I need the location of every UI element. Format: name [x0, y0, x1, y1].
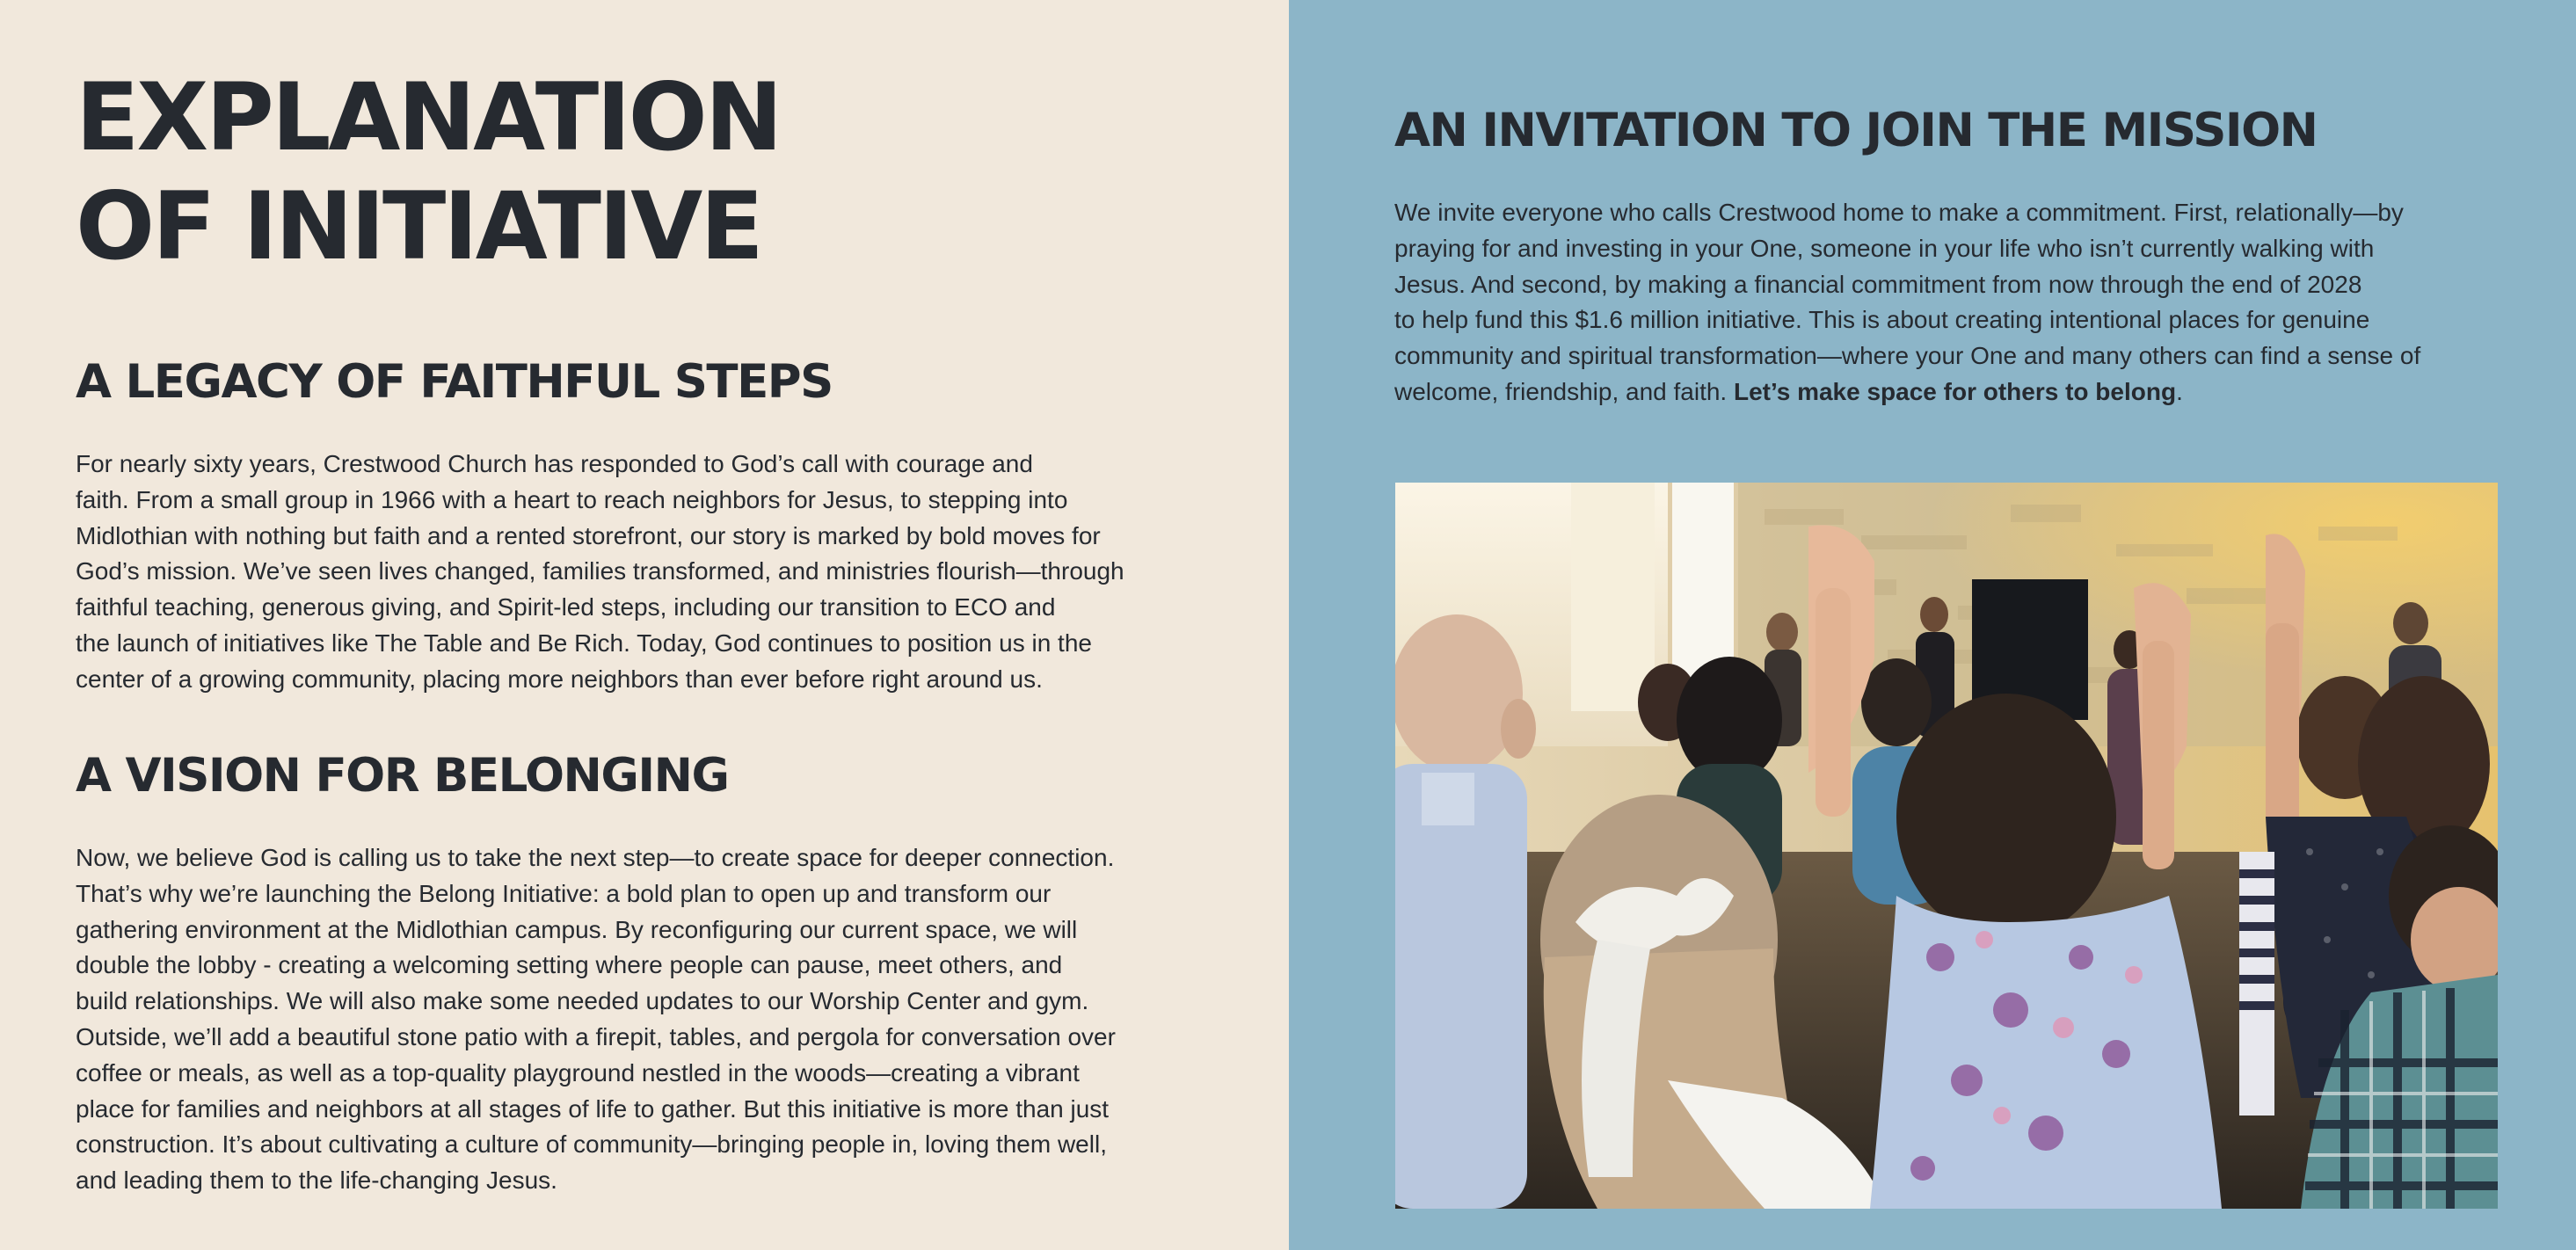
- page-title-line-2: OF INITIATIVE: [76, 172, 761, 280]
- invitation-heading: AN INVITATION TO JOIN THE MISSION: [1394, 104, 2318, 157]
- vision-line: gathering environment at the Midlothian campus. By reconfiguring our current space, we will: [76, 915, 1078, 943]
- invitation-text: welcome, friendship, and faith.: [1394, 377, 1734, 405]
- legacy-paragraph: [76, 447, 1215, 698]
- invitation-paragraph: [1394, 195, 2504, 411]
- vision-line: double the lobby - creating a welcoming setting where people can pause, meet others, and: [76, 951, 1063, 979]
- worship-photo: [1395, 483, 2498, 1209]
- legacy-line: faithful teaching, generous giving, and Spirit-led steps, including our transition to ECO and: [76, 593, 1056, 621]
- worship-photo-illustration: [1395, 483, 2498, 1209]
- vision-line: place for families and neighbors at all stages of life to gather. But this initiative is more than just: [76, 1094, 1110, 1123]
- invitation-line: praying for and investing in your One, someone in your life who isn’t currently walking with: [1394, 234, 2375, 262]
- vision-line: construction. It’s about cultivating a culture of community—bringing people in, loving them well,: [76, 1130, 1107, 1159]
- invitation-line: We invite everyone who calls Crestwood home to make a commitment. First, relationally—by: [1394, 199, 2404, 226]
- vision-paragraph: [76, 840, 1215, 1199]
- invitation-line: to help fund this $1.6 million initiative. This is about creating intentional places for genuine: [1394, 306, 2370, 334]
- page-title-line-1: EXPLANATION: [76, 63, 781, 171]
- page-title: [76, 63, 781, 281]
- legacy-line: center of a growing community, placing more neighbors than ever before right around us.: [76, 665, 1043, 693]
- invitation-period: .: [2176, 377, 2183, 405]
- invitation-line-last: [1394, 374, 2504, 411]
- vision-heading: A VISION FOR BELONGING: [76, 749, 729, 803]
- vision-line: Now, we believe God is calling us to take the next step—to create space for deeper connection.: [76, 844, 1115, 871]
- invitation-line: Jesus. And second, by making a financial commitment from now through the end of 2028: [1394, 270, 2362, 298]
- legacy-line: faith. From a small group in 1966 with a heart to reach neighbors for Jesus, to stepping into: [76, 485, 1068, 513]
- legacy-heading: A LEGACY OF FAITHFUL STEPS: [76, 355, 833, 409]
- invitation-line: community and spiritual transformation—where your One and many others can find a sense of: [1394, 342, 2421, 370]
- vision-line: Outside, we’ll add a beautiful stone patio with a firepit, tables, and pergola for conversation over: [76, 1022, 1116, 1050]
- vision-line: coffee or meals, as well as a top-quality playground nestled in the woods—creating a vibrant: [76, 1058, 1080, 1086]
- vision-line: That’s why we’re launching the Belong Initiative: a bold plan to open up and transform our: [76, 879, 1052, 907]
- legacy-line: God’s mission. We’ve seen lives changed, families transformed, and ministries flourish—through: [76, 557, 1124, 585]
- vision-line: and leading them to the life-changing Jesus.: [76, 1166, 557, 1195]
- invitation-callout: Let’s make space for others to belong: [1733, 377, 2177, 405]
- legacy-line: the launch of initiatives like The Table and Be Rich. Today, God continues to position us in the: [76, 629, 1092, 657]
- vision-line: build relationships. We will also make some needed updates to our Worship Center and gym.: [76, 987, 1089, 1015]
- legacy-line: Midlothian with nothing but faith and a rented storefront, our story is marked by bold moves for: [76, 521, 1101, 549]
- legacy-line: For nearly sixty years, Crestwood Church has responded to God’s call with courage and: [76, 450, 1033, 477]
